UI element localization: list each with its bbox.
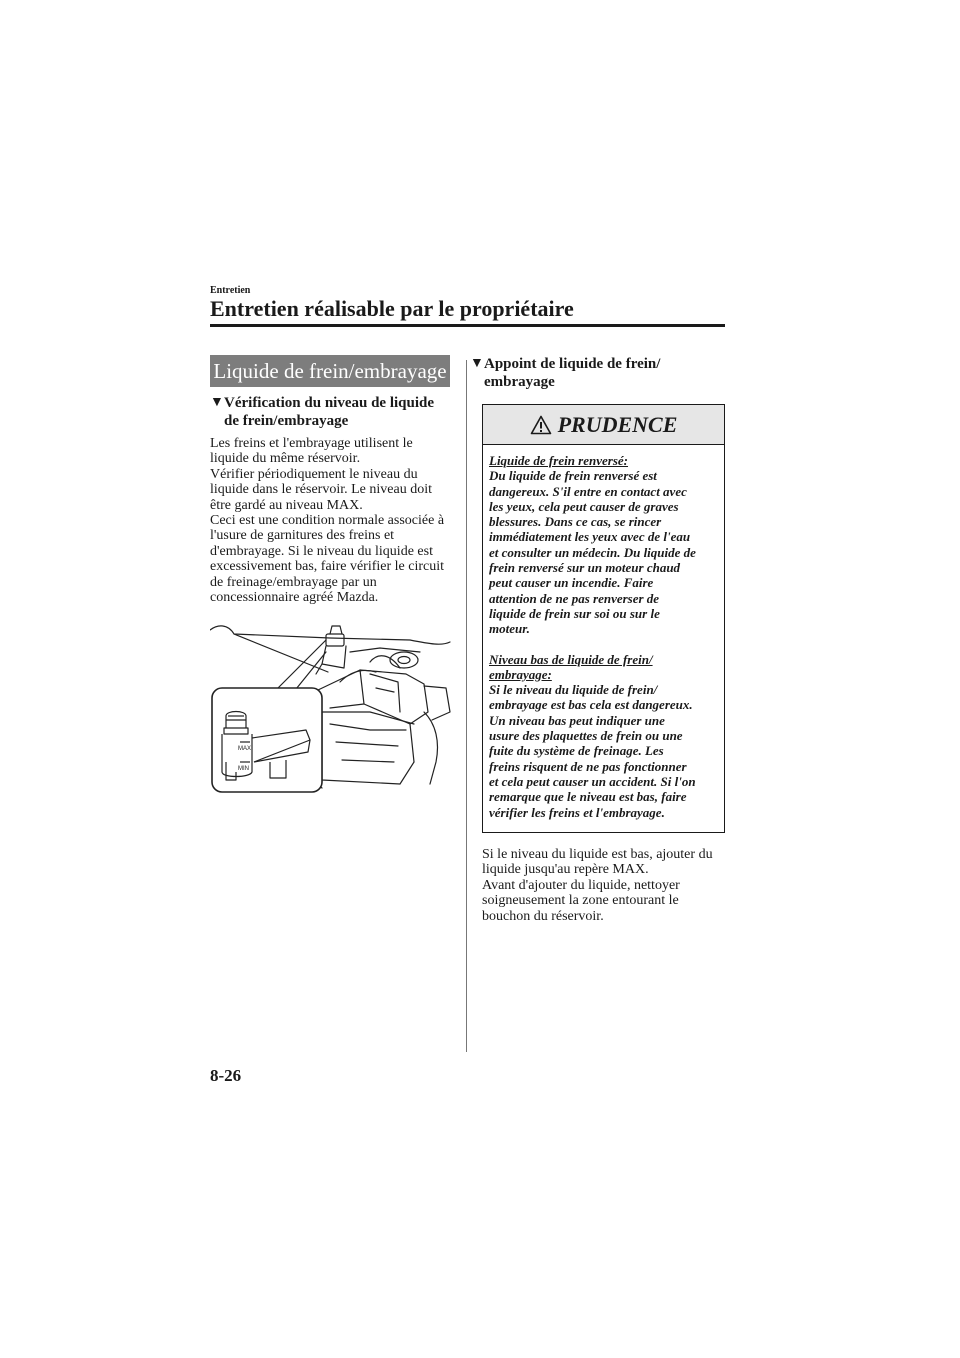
caution-box (482, 404, 725, 833)
caution-line: liquide de frein sur soi ou sur le (489, 605, 660, 621)
caution-line: Du liquide de frein renversé est (489, 468, 657, 484)
subheading-line: Appoint de liquide de frein/ (484, 356, 661, 372)
caution-heading: Liquide de frein renversé: (489, 453, 629, 468)
body-line: soigneusement la zone entourant le (482, 893, 679, 909)
right-body-text (482, 847, 722, 924)
body-line: Si le niveau du liquide est bas, ajouter du (482, 847, 713, 862)
caution-line: et consulter un médecin. Du liquide de (489, 544, 696, 560)
caution-heading: embrayage: (489, 666, 552, 682)
body-line: Ceci est une condition normale associée à (210, 513, 445, 529)
body-line: de freinage/embrayage par un (210, 574, 377, 590)
caution-line: les yeux, cela peut causer de graves (489, 498, 679, 514)
warning-triangle-icon (530, 415, 552, 435)
subheading-appoint (470, 355, 720, 391)
body-line: concessionnaire agréé Mazda. (210, 590, 379, 606)
body-line: d'embrayage. Si le niveau du liquide est (210, 543, 433, 559)
caution-body (489, 453, 721, 820)
caution-line: fuite du système de freinage. Les (489, 743, 664, 759)
column-divider (466, 360, 467, 1052)
subheading-text (224, 394, 434, 430)
caution-title: PRUDENCE (557, 411, 678, 437)
caution-line: blessures. Dans ce cas, se rincer (489, 514, 662, 530)
caution-line: freins risquent de ne pas fonctionner (489, 758, 687, 774)
caution-line: et cela peut causer un accident. Si l'on (489, 773, 696, 789)
subheading-line: de frein/embrayage (224, 413, 349, 429)
triangle-down-icon: ▼ (210, 395, 224, 410)
subheading-line: embrayage (484, 374, 555, 390)
triangle-down-icon: ▼ (470, 356, 484, 371)
section-label: Entretien (210, 285, 251, 296)
caution-line: remarque que le niveau est bas, faire (489, 789, 687, 805)
page-number: 8-26 (210, 1066, 242, 1085)
section-banner: Liquide de frein/embrayage (210, 355, 450, 387)
body-line: liquide du même réservoir. (210, 451, 361, 467)
caution-line: dangereux. S'il entre en contact avec (489, 483, 687, 499)
caution-line: frein renversé sur un moteur chaud (489, 560, 681, 576)
caution-line: vérifier les freins et l'embrayage. (489, 804, 665, 820)
caution-header (483, 405, 724, 445)
spacer (489, 637, 721, 652)
caution-line: Un niveau bas peut indiquer une (489, 712, 665, 728)
figure-label-min: MIN (238, 766, 249, 772)
body-line: bouchon du réservoir. (482, 908, 604, 924)
brake-reservoir-illustration (210, 612, 456, 794)
caution-line: Si le niveau du liquide de frein/ (489, 682, 658, 698)
subheading-line: Vérification du niveau de liquide (224, 395, 435, 411)
caution-line: moteur. (489, 621, 530, 637)
caution-line: peut causer un incendie. Faire (489, 575, 654, 591)
body-line: liquide dans le réservoir. Le niveau doit (210, 482, 432, 498)
figure-label-max: MAX (238, 746, 252, 752)
caution-line: usure des plaquettes de frein ou une (489, 728, 683, 744)
caution-line: attention de ne pas renverser de (489, 590, 660, 606)
body-line: excessivement bas, faire vérifier le circuit (210, 559, 444, 575)
caution-line: embrayage est bas cela est dangereux. (489, 697, 693, 713)
title-rule (210, 324, 725, 327)
body-line: être gardé au niveau MAX. (210, 497, 363, 513)
body-line: Les freins et l'embrayage utilisent le (210, 436, 413, 451)
subheading-text (484, 355, 660, 391)
body-line: liquide jusqu'au repère MAX. (482, 862, 649, 878)
body-line: l'usure de garnitures des freins et (210, 528, 395, 544)
caution-heading: Niveau bas de liquide de frein/ (489, 651, 653, 667)
caution-line: immédiatement les yeux avec de l'eau (489, 529, 691, 545)
body-line: Vérifier périodiquement le niveau du (210, 466, 418, 482)
left-body-text (210, 436, 462, 605)
page-title: Entretien réalisable par le propriétaire (210, 296, 574, 321)
body-line: Avant d'ajouter du liquide, nettoyer (482, 877, 680, 893)
subheading-verification (210, 394, 460, 430)
